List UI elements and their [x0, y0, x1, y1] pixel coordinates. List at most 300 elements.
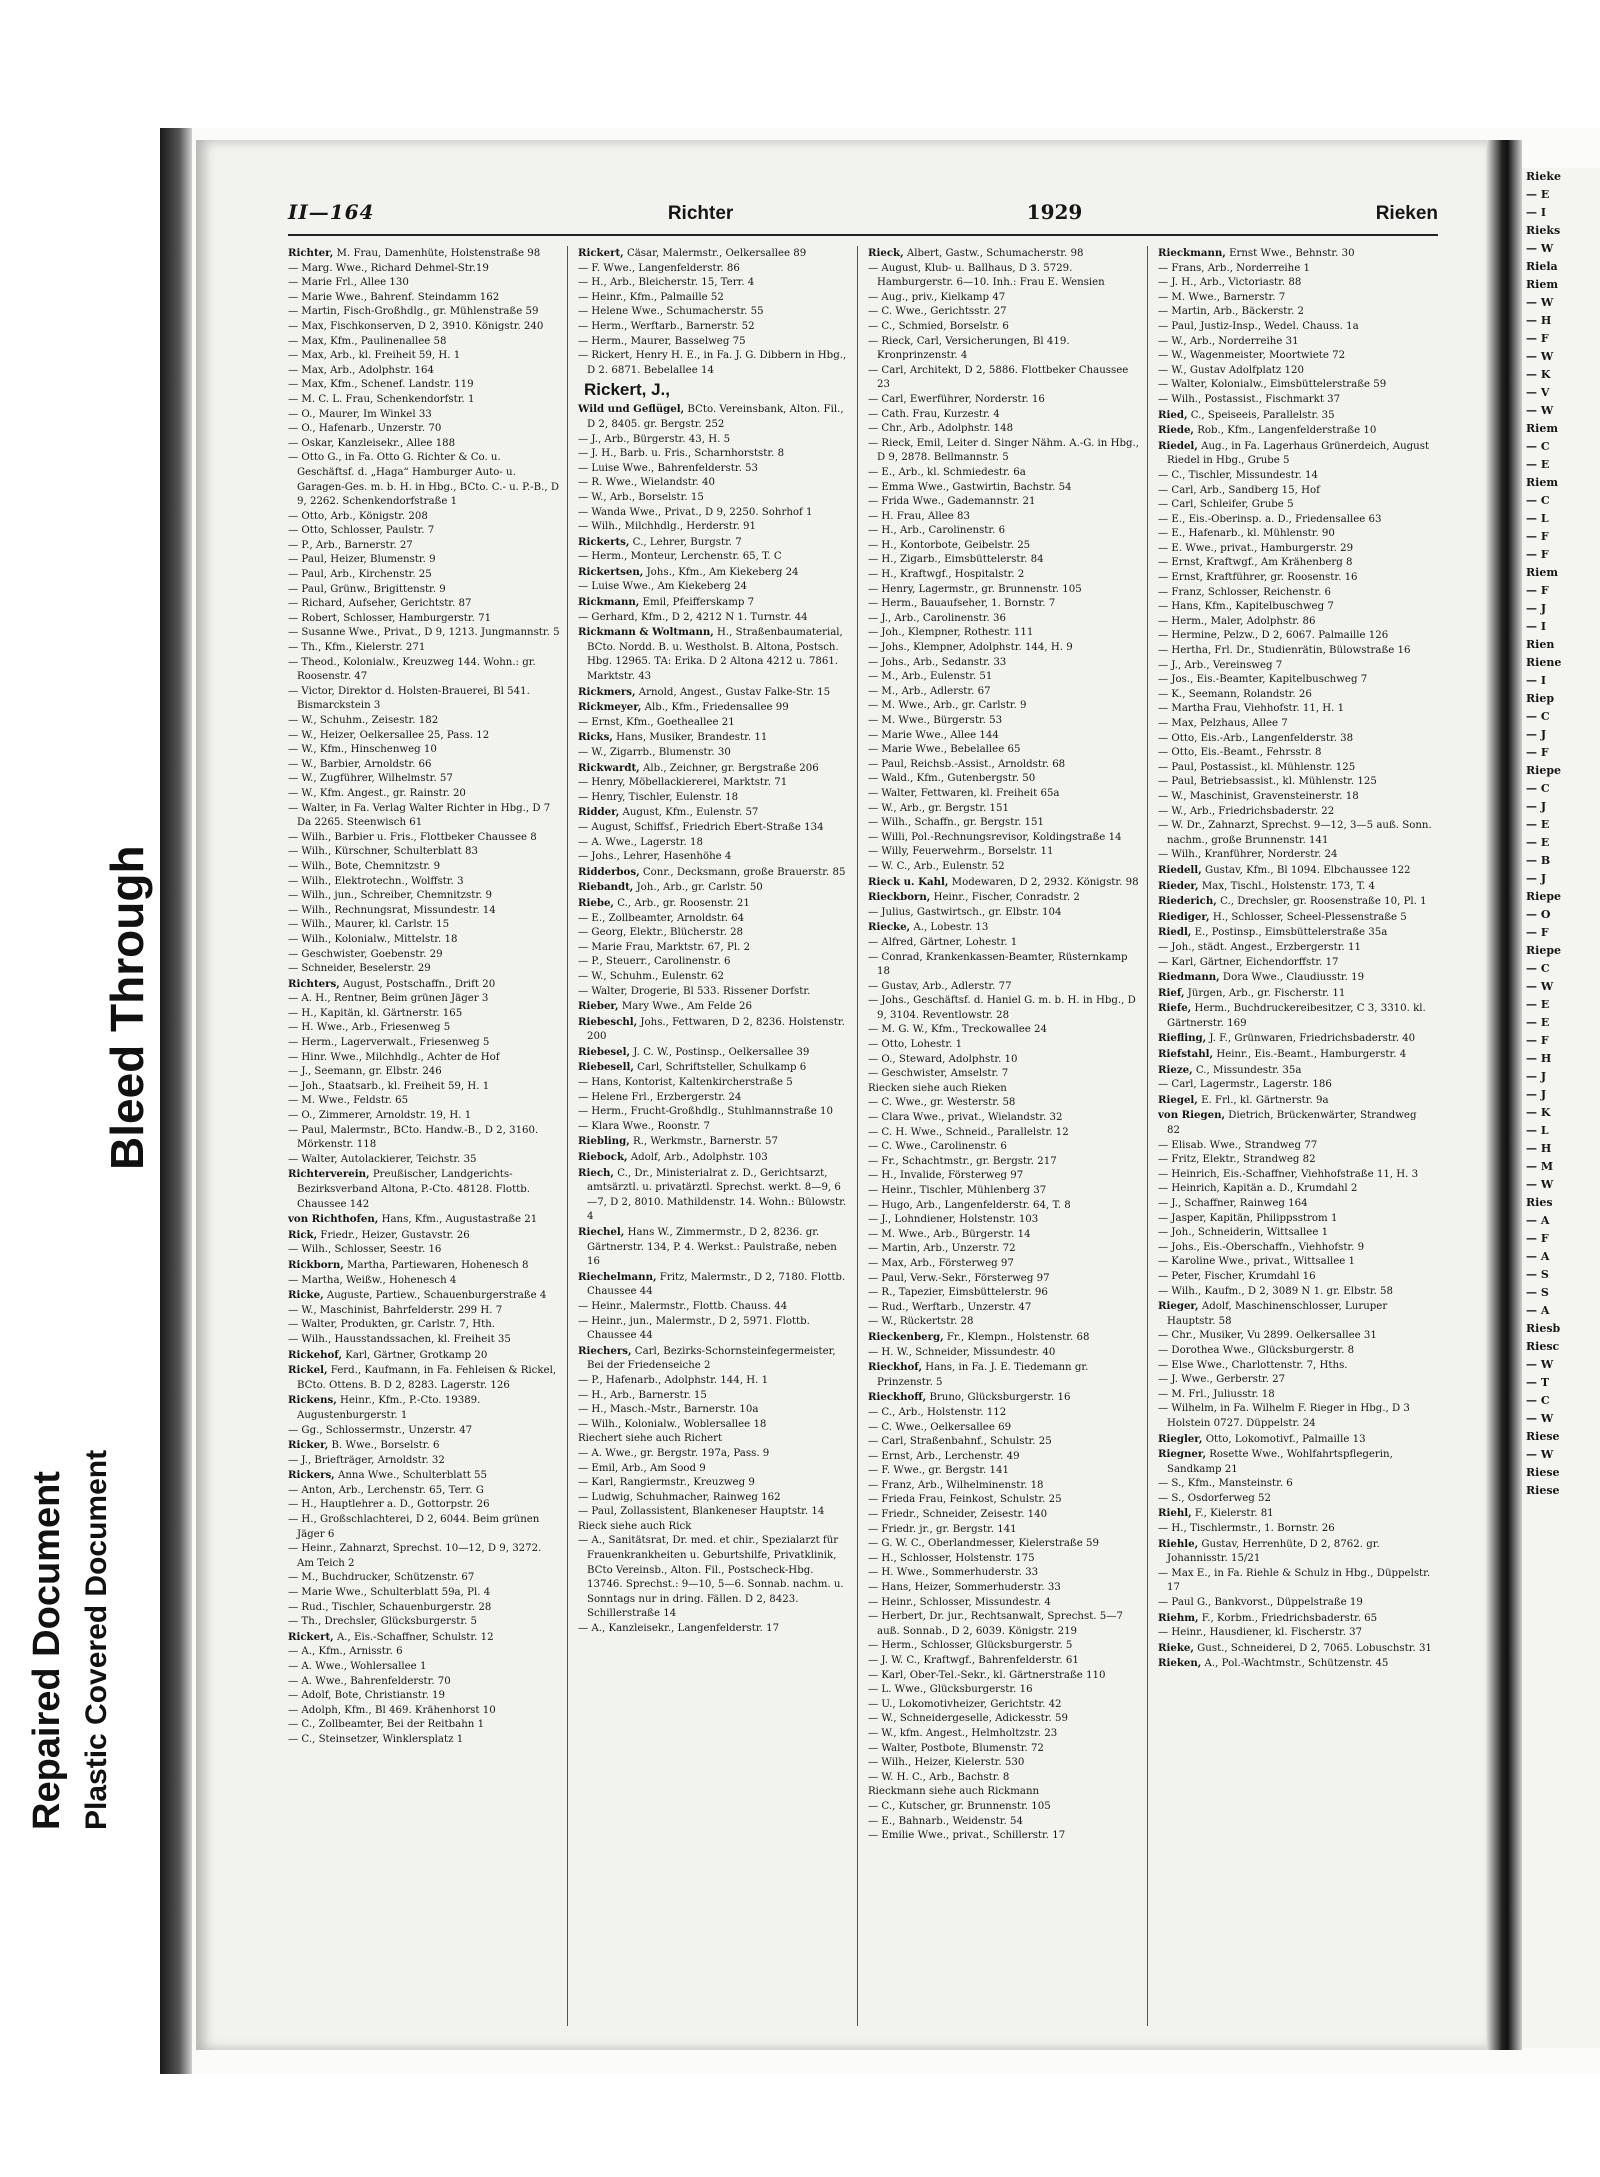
directory-entry: Rickmann & Woltmann, H., Straßenbaumaterial, BCto. Nordd. B. u. Westholst. B. Altona, Postsch. Hbg. 12965. TA: Erika. D 2 Altona 4212 u. 7861. Marktstr. 43 [578, 626, 843, 683]
directory-entry: — Richard, Aufseher, Gerichtstr. 87 [288, 598, 472, 610]
directory-entry: — Max, Kfm., Paulinenallee 58 [288, 335, 447, 347]
directory-entry: — W., kfm. Angest., Helmholtzstr. 23 [868, 1727, 1058, 1739]
directory-entry: — Henry, Lagermstr., gr. Brunnenstr. 105 [868, 583, 1082, 595]
next-page-entry-stub: — C [1526, 782, 1550, 795]
directory-entry: — Jasper, Kapitän, Philippsstrom 1 [1158, 1212, 1338, 1224]
directory-entry: Rickert, Cäsar, Malermstr., Oelkersallee 89 [578, 247, 807, 259]
next-page-entry-stub: Riene [1526, 656, 1562, 669]
directory-entry: — Paul, Betriebsassist., kl. Mühlenstr. 125 [1158, 776, 1377, 788]
directory-entry: — Wilh., Maurer, kl. Carlstr. 15 [288, 919, 450, 931]
directory-entry: — Anton, Arb., Lerchenstr. 65, Terr. G [288, 1484, 484, 1496]
directory-entry: Rieken, A., Pol.-Wachtmstr., Schützenstr. 45 [1158, 1657, 1389, 1670]
next-page-entry-stub: — A [1526, 1304, 1550, 1317]
directory-entry: — F. Wwe., gr. Bergstr. 141 [868, 1465, 1009, 1477]
directory-entry: — H. W., Schneider, Missundestr. 40 [868, 1346, 1056, 1358]
directory-entry: — Max, Arb., Adolphstr. 164 [288, 364, 434, 376]
next-page-entry-stub: Riem [1526, 278, 1558, 291]
directory-entry: — Carl, Ewerführer, Norderstr. 16 [868, 393, 1045, 405]
directory-entry: — Martha Frau, Viehhofstr. 11, H. 1 [1158, 703, 1345, 715]
next-page-entry-stub: — C [1526, 962, 1550, 975]
directory-entry: — C. Wwe., Gerichtsstr. 27 [868, 306, 1007, 318]
directory-entry: — Franz, Schlosser, Reichenstr. 6 [1158, 586, 1332, 598]
directory-entry: — Joh., Staatsarb., kl. Freiheit 59, H. 1 [288, 1080, 490, 1092]
header-year: 1929 [1026, 200, 1083, 224]
directory-entry: — Karl, Rangiermstr., Kreuzweg 9 [578, 1477, 755, 1489]
directory-entry: — Elisab. Wwe., Strandweg 77 [1158, 1139, 1318, 1151]
next-page-entry-stub: — E [1526, 458, 1550, 471]
directory-entry: — Victor, Direktor d. Holsten-Brauerei, Bl 541. Bismarckstein 3 [288, 685, 530, 712]
directory-entry: — Wilh., Bote, Chemnitzstr. 9 [288, 860, 441, 872]
directory-entry: — Else Wwe., Charlottenstr. 7, Hths. [1158, 1359, 1348, 1371]
directory-entry: — Th., Kfm., Kielerstr. 271 [288, 642, 426, 654]
directory-entry: — Karl, Gärtner, Eichendorffstr. 17 [1158, 956, 1339, 968]
directory-entry: — Carl, Straßenbahnf., Schulstr. 25 [868, 1436, 1052, 1448]
next-page-entry-stub: — E [1526, 188, 1550, 201]
directory-entry: Rickens, Heinr., Kfm., P.-Cto. 19389. Augustenburgerstr. 1 [288, 1394, 481, 1421]
directory-entry: — Heinr., Zahnarzt, Sprechst. 10—12, D 9, 3272. Am Teich 2 [288, 1543, 542, 1569]
next-page-entry-stub: Riep [1526, 692, 1555, 705]
next-page-entry-stub: Riepe [1526, 890, 1562, 903]
next-page-entry-stub: — C [1526, 440, 1550, 453]
directory-entry: Riechers, Carl, Bezirks-Schornsteinfegermeister, Bei der Friedenseiche 2 [578, 1344, 836, 1372]
directory-entry: — H., Kapitän, kl. Gärtnerstr. 165 [288, 1007, 463, 1019]
directory-entry: — Marie Wwe., Schulterblatt 59a, Pl. 4 [288, 1587, 491, 1599]
directory-entry: Rieckborn, Heinr., Fischer, Conradstr. 2 [868, 891, 1080, 904]
directory-entry: — M. Wwe., Barnerstr. 7 [1158, 291, 1286, 303]
directory-entry: Riedl, E., Postinsp., Eimsbüttelerstraße 35a [1158, 926, 1388, 939]
directory-entry: — Paul, Justiz-Insp., Wedel. Chauss. 1a [1158, 320, 1359, 332]
directory-entry: Ried, C., Speiseeis, Parallelstr. 35 [1158, 408, 1335, 421]
directory-entry: — Willy, Feuerwehrm., Borselstr. 11 [868, 846, 1054, 858]
directory-entry: — Wilh., Rechnungsrat, Missundestr. 14 [288, 904, 496, 916]
directory-entry: — Herm., Schlosser, Glücksburgerstr. 5 [868, 1640, 1073, 1652]
next-page-entry-stub: — M [1526, 1160, 1554, 1173]
directory-entry: — W., Schuhm., Zeisestr. 182 [288, 715, 439, 726]
directory-entry: — W., Zigarrb., Blumenstr. 30 [578, 747, 731, 758]
directory-entry: Rieder, Max, Tischl., Holstenstr. 173, T. 4 [1158, 879, 1376, 892]
page-number: II—164 [288, 200, 375, 224]
directory-entry: — Willi, Pol.-Rechnungsrevisor, Koldingstraße 14 [868, 831, 1122, 843]
directory-entry: — Walter, Kolonialw., Eimsbüttelerstraße 59 [1158, 379, 1387, 391]
directory-entry: — Friedr. jr., gr. Bergstr. 141 [868, 1523, 1017, 1535]
directory-entry: Riebesell, Carl, Schriftsteller, Schulkamp 6 [578, 1061, 807, 1074]
directory-entry: — W., Maschinist, Gravensteinerstr. 18 [1158, 790, 1359, 802]
directory-entry: — H., Kontorbote, Geibelstr. 25 [868, 539, 1031, 551]
directory-entry: — Max, Arb., kl. Freiheit 59, H. 1 [288, 350, 461, 362]
directory-entry: Riefling, J. F., Grünwaren, Friedrichsbaderstr. 40 [1158, 1032, 1416, 1045]
directory-entry: — J., Seemann, gr. Elbstr. 246 [288, 1066, 442, 1078]
next-page-entry-stub: — L [1526, 1124, 1549, 1137]
directory-entry: — Joh., Schneiderin, Wittsallee 1 [1158, 1227, 1329, 1239]
directory-entry: — Walter, Autolackierer, Teichstr. 35 [288, 1153, 477, 1165]
directory-entry: — Joh., Klempner, Rothestr. 111 [868, 627, 1034, 639]
next-page-entry-stub: — C [1526, 710, 1550, 723]
next-page-entry-stub: — I [1526, 674, 1546, 687]
directory-entry: — Wilh., Hausstandssachen, kl. Freiheit 35 [288, 1333, 511, 1345]
directory-entry: — Heinr., Schlosser, Missundestr. 4 [868, 1596, 1051, 1608]
next-page-entry-stub: Ries [1526, 1196, 1553, 1209]
directory-entry: — M. Frl., Juliusstr. 18 [1158, 1388, 1275, 1400]
directory-entry: — P., Arb., Barnerstr. 27 [288, 539, 413, 551]
directory-entry: — Luise Wwe., Am Kiekeberg 24 [578, 581, 747, 593]
repaired-document-label: Repaired Document [26, 1471, 68, 1830]
directory-entry: — Paul, Malermstr., BCto. Handw.-B., D 2, 3160. Mörkenstr. 118 [288, 1124, 539, 1151]
directory-entry: — E., Bahnarb., Weidenstr. 54 [868, 1815, 1023, 1827]
directory-entry: — Wilh., Schlosser, Seestr. 16 [288, 1244, 442, 1256]
directory-entry: — Emil, Arb., Am Sood 9 [578, 1462, 706, 1474]
directory-entry: — Paul, Postassist., kl. Mühlenstr. 125 [1158, 761, 1356, 773]
directory-column-2 [578, 246, 858, 2026]
next-page-entry-stub: Riesc [1526, 1340, 1560, 1353]
directory-entry: Riecken siehe auch Rieken [868, 1082, 1007, 1094]
directory-entry: — Martin, Fisch-Großhdlg., gr. Mühlenstraße 59 [288, 306, 539, 318]
directory-entry: — S., Kfm., Mansteinstr. 6 [1158, 1478, 1293, 1490]
next-page-entry-stub: — H [1526, 1142, 1552, 1155]
directory-entry: — Ernst, Kraftführer, gr. Roosenstr. 16 [1158, 572, 1358, 584]
directory-entry: — H., Hauptlehrer a. D., Gottorpstr. 26 [288, 1499, 490, 1511]
directory-entry: — Emilie Wwe., privat., Schillerstr. 17 [868, 1830, 1066, 1842]
directory-entry: — Paul, Zollassistent, Blankeneser Hauptstr. 14 [578, 1506, 825, 1518]
directory-entry: — Hermine, Pelzw., D 2, 6067. Palmaille 126 [1158, 630, 1389, 642]
next-page-entry-stub: — S [1526, 1286, 1549, 1299]
next-page-entry-stub: — W [1526, 350, 1554, 363]
directory-entry: — M., Buchdrucker, Schützenstr. 67 [288, 1572, 475, 1584]
next-page-entry-stub: — F [1526, 548, 1549, 561]
next-page-entry-stub: — O [1526, 908, 1551, 921]
directory-entry: — Heinr., Tischler, Mühlenberg 37 [868, 1185, 1047, 1196]
directory-entry: Rieger, Adolf, Maschinenschlosser, Luruper Hauptstr. 58 [1158, 1300, 1388, 1327]
directory-entry: — Helene Frl., Erzbergerstr. 24 [578, 1091, 742, 1103]
next-page-entry-stub: — I [1526, 206, 1546, 219]
directory-entry: — Chr., Arb., Adolphstr. 148 [868, 423, 1014, 435]
directory-entry: — Jos., Eis.-Beamter, Kapitelbuschweg 7 [1158, 674, 1368, 686]
directory-entry: — E., Hafenarb., kl. Mühlenstr. 90 [1158, 528, 1335, 540]
directory-entry: — Heinrich, Eis.-Schaffner, Viehhofstraße 11, H. 3 [1158, 1168, 1419, 1180]
directory-entry: — H., Zigarb., Eimsbüttelerstr. 84 [868, 554, 1044, 566]
directory-entry: — Herm., Monteur, Lerchenstr. 65, T. C [578, 551, 782, 563]
directory-entry: Rickert, A., Eis.-Schaffner, Schulstr. 12 [288, 1630, 494, 1643]
directory-entry: — W., Schneidergeselle, Adickesstr. 59 [868, 1713, 1068, 1725]
directory-entry: Riederich, C., Drechsler, gr. Roosenstraße 10, Pl. 1 [1158, 895, 1427, 908]
directory-entry: Rickehof, Karl, Gärtner, Grotkamp 20 [288, 1348, 488, 1361]
directory-entry: — Paul, Reichsb.-Assist., Arnoldstr. 68 [868, 758, 1066, 770]
directory-entry: — Theod., Kolonialw., Kreuzweg 144. Wohn.: gr. Roosenstr. 47 [288, 656, 536, 683]
directory-entry: — E., Arb., kl. Schmiedestr. 6a [868, 466, 1026, 478]
directory-entry: — Marie Wwe., Allee 144 [868, 729, 999, 741]
directory-entry: Riegler, Otto, Lokomotivf., Palmaille 13 [1158, 1432, 1366, 1445]
next-page-entry-stub: — F [1526, 1232, 1549, 1245]
directory-entry: — Hinr. Wwe., Milchhdlg., Achter de Hof [288, 1051, 500, 1063]
directory-entry: — U., Lokomotivheizer, Gerichtstr. 42 [868, 1698, 1062, 1710]
directory-entry: Ridderbos, Conr., Decksmann, große Brauerstr. 85 [578, 865, 846, 878]
directory-entry: — Herm., Werftarb., Barnerstr. 52 [578, 320, 755, 332]
directory-entry: — Rud., Tischler, Schauenburgerstr. 28 [288, 1601, 492, 1613]
directory-entry: — Hugo, Arb., Langenfelderstr. 64, T. 8 [868, 1199, 1071, 1211]
directory-entry: — M., Arb., Adlerstr. 67 [868, 685, 991, 697]
directory-entry: Rickertsen, Johs., Kfm., Am Kiekeberg 24 [578, 565, 799, 578]
directory-entry: — O., Maurer, Im Winkel 33 [288, 408, 432, 420]
directory-entry: — Paul, Grünw., Brigittenstr. 9 [288, 583, 446, 595]
directory-entry: — M. C. L. Frau, Schenkendorfstr. 1 [288, 393, 475, 405]
directory-entry: — Hertha, Frl. Dr., Studienrätin, Bülowstraße 16 [1158, 645, 1411, 657]
directory-entry: — J. H., Barb. u. Fris., Scharnhorststr. 8 [578, 448, 785, 460]
directory-entry: — W., Arb., Friedrichsbaderstr. 22 [1158, 805, 1335, 817]
directory-entry: Rickers, Anna Wwe., Schulterblatt 55 [288, 1469, 487, 1482]
directory-entry: — Max, Kfm., Schenef. Landstr. 119 [288, 379, 474, 391]
directory-entry: — Geschwister, Amselstr. 7 [868, 1068, 1009, 1080]
directory-entry: Riedell, Gustav, Kfm., Bl 1094. Elbchaussee 122 [1158, 863, 1411, 876]
directory-entry: Riehle, Gustav, Herrenhüte, D 2, 8762. gr. Johannisstr. 15/21 [1158, 1537, 1380, 1565]
directory-entry: Riebandt, Joh., Arb., gr. Carlstr. 50 [578, 881, 763, 894]
directory-entry: — Friedr., Schneider, Zeisestr. 140 [868, 1509, 1048, 1521]
directory-entry: — J. Wwe., Gerberstr. 27 [1158, 1374, 1286, 1386]
next-page-entry-stub: Riem [1526, 476, 1558, 489]
side-labels [22, 780, 162, 1860]
next-page-entry-stub: Riepe [1526, 944, 1562, 957]
directory-entry: — Wilh., Barbier u. Fris., Flottbeker Chaussee 8 [288, 831, 537, 843]
directory-entry: — H., Kraftwgf., Hospitalstr. 2 [868, 569, 1025, 581]
next-page-entry-stub: — W [1526, 1178, 1554, 1191]
directory-entry: — Clara Wwe., privat., Wielandstr. 32 [868, 1112, 1063, 1124]
directory-entry: — C. Wwe., Carolinenstr. 6 [868, 1141, 1007, 1153]
directory-entry: — Gerhard, Kfm., D 2, 4212 N 1. Turnstr. 44 [578, 611, 808, 623]
directory-entry: — Frans, Arb., Norderreihe 1 [1158, 262, 1310, 274]
directory-entry: — S., Osdorferweg 52 [1158, 1492, 1272, 1504]
directory-entry: Rickel, Ferd., Kaufmann, in Fa. Fehleisen & Rickel, BCto. Ottens. B. D 2, 8283. Lagerstr. 126 [288, 1364, 557, 1391]
directory-entry: — C., Zollbeamter, Bei der Reitbahn 1 [288, 1719, 485, 1731]
directory-entry: — A. Wwe., Bahrenfelderstr. 70 [288, 1675, 451, 1687]
directory-entry: — M. Wwe., Arb., gr. Carlstr. 9 [868, 700, 1027, 712]
page-header [288, 200, 1438, 236]
next-page-fragment [1522, 168, 1600, 2048]
directory-entry: — E., Eis.-Oberinsp. a. D., Friedensallee 63 [1158, 513, 1382, 525]
next-page-entry-stub: — J [1526, 1070, 1547, 1083]
directory-entry: — H., Arb., Bleicherstr. 15, Terr. 4 [578, 277, 755, 289]
next-page-entry-stub: — J [1526, 800, 1547, 813]
directory-entry: — M. Wwe., Bürgerstr. 53 [868, 715, 1003, 726]
directory-entry: — Aug., priv., Kielkamp 47 [868, 291, 1006, 303]
directory-entry: — C., Tischler, Missundestr. 14 [1158, 469, 1318, 481]
directory-entry: — August, Klub- u. Ballhaus, D 3. 5729. Hamburgerstr. 6—10. Inh.: Frau E. Wensien [868, 262, 1105, 289]
directory-entry: — Frieda Frau, Feinkost, Schulstr. 25 [868, 1494, 1062, 1506]
directory-entry: Riede, Rob., Kfm., Langenfelderstraße 10 [1158, 424, 1377, 437]
directory-entry: Rieck u. Kahl, Modewaren, D 2, 2932. Königstr. 98 [868, 875, 1139, 888]
directory-entry: von Riegen, Dietrich, Brückenwärter, Strandweg 82 [1158, 1109, 1417, 1137]
directory-entry: Rickmers, Arnold, Angest., Gustav Falke-Str. 15 [578, 685, 831, 698]
directory-entry: — W., Schuhm., Eulenstr. 62 [578, 970, 724, 982]
book-gutter [1486, 140, 1522, 2050]
directory-entry: Richter, M. Frau, Damenhüte, Holstenstraße 98 [288, 247, 541, 259]
directory-entry: Ridder, August, Kfm., Eulenstr. 57 [578, 806, 759, 819]
directory-entry: Ricke, Auguste, Partiew., Schauenburgerstraße 4 [288, 1289, 547, 1302]
directory-entry: — M. Wwe., Feldstr. 65 [288, 1095, 409, 1107]
directory-entry: — E. Wwe., privat., Hamburgerstr. 29 [1158, 542, 1354, 554]
directory-entry: — W. H. C., Arb., Bachstr. 8 [868, 1771, 1010, 1783]
directory-entry: — Marie Frau, Marktstr. 67, Pl. 2 [578, 941, 751, 953]
next-page-entry-stub: Riem [1526, 566, 1558, 579]
directory-entry: — Walter, in Fa. Verlag Walter Richter in Hbg., D 7 Da 2265. Steenwisch 61 [288, 802, 551, 829]
header-last-name: Rieken [1375, 203, 1438, 224]
directory-entry: — C. Wwe., Oelkersallee 69 [868, 1421, 1012, 1433]
directory-entry: — E., Zollbeamter, Arnoldstr. 64 [578, 912, 745, 924]
directory-entry: — H., Invalide, Försterweg 97 [868, 1170, 1024, 1182]
directory-entry: — Otto, Eis.-Arb., Langenfelderstr. 38 [1158, 732, 1354, 744]
next-page-entry-stub: Riela [1526, 260, 1558, 273]
directory-entry: — Conrad, Krankenkassen-Beamter, Rüsternkamp 18 [868, 951, 1128, 978]
next-page-entry-stub: — F [1526, 584, 1549, 597]
directory-entry: — August, Schiffsf., Friedrich Ebert-Straße 134 [578, 821, 824, 833]
directory-entry: — Otto, Arb., Königstr. 208 [288, 510, 428, 522]
directory-entry: — W., Arb., Norderreihe 31 [1158, 335, 1299, 347]
plastic-covered-label: Plastic Covered Document [80, 1449, 113, 1830]
next-page-entry-stub: — C [1526, 494, 1550, 507]
directory-entry: — J., Arb., Vereinsweg 7 [1158, 659, 1283, 671]
directory-entry: — J., Arb., Bürgerstr. 43, H. 5 [578, 433, 731, 445]
directory-entry: — Klara Wwe., Roonstr. 7 [578, 1120, 711, 1132]
directory-entry: — W., Arb., gr. Bergstr. 151 [868, 802, 1009, 814]
next-page-entry-stub: — E [1526, 836, 1550, 849]
next-page-entry-stub: — W [1526, 1412, 1554, 1425]
directory-entry: Riebling, R., Werkmstr., Barnerstr. 57 [578, 1135, 778, 1148]
next-page-entry-stub: — C [1526, 1394, 1550, 1407]
directory-entry: — Max, Arb., Försterweg 97 [868, 1257, 1014, 1269]
directory-entry: — A., Kfm., Arnisstr. 6 [288, 1646, 403, 1658]
directory-entry: — Julius, Gastwirtsch., gr. Elbstr. 104 [868, 906, 1062, 918]
directory-entry: — Paul, Arb., Kirchenstr. 25 [288, 569, 432, 581]
directory-entry: — Cath. Frau, Kurzestr. 4 [868, 408, 1000, 420]
directory-entry: Riecke, A., Lobestr. 13 [868, 921, 989, 934]
next-page-entry-stub: — L [1526, 512, 1549, 525]
directory-entry: — Wilh., Kaufm., D 2, 3089 N 1. gr. Elbstr. 58 [1158, 1285, 1394, 1297]
directory-entry: Riefstahl, Heinr., Eis.-Beamt., Hamburgerstr. 4 [1158, 1048, 1407, 1061]
directory-entry: — Wilh., Kürschner, Schulterblatt 83 [288, 846, 478, 858]
directory-entry: — Johs., Klempner, Adolphstr. 144, H. 9 [868, 642, 1073, 654]
next-page-entry-stub: Riese [1526, 1430, 1560, 1443]
directory-entry: — Wald., Kfm., Gutenbergstr. 50 [868, 773, 1036, 785]
directory-entry: — R., Tapezier, Eimsbüttelerstr. 96 [868, 1287, 1048, 1299]
directory-entry: — Walter, Produkten, gr. Carlstr. 7, Hth. [288, 1319, 495, 1331]
directory-entry: — Frida Wwe., Gademannstr. 21 [868, 496, 1036, 508]
directory-entry: Rieck siehe auch Rick [578, 1520, 692, 1532]
directory-entry: Rieze, C., Missundestr. 35a [1158, 1063, 1302, 1076]
directory-entry: — Wilh., Kolonialw., Mittelstr. 18 [288, 933, 458, 945]
directory-entry: — O., Hafenarb., Unzerstr. 70 [288, 423, 442, 435]
directory-entry: — C., Steinsetzer, Winklersplatz 1 [288, 1733, 464, 1745]
next-page-entry-stub: — F [1526, 1034, 1549, 1047]
directory-entry: — Karl, Ober-Tel.-Sekr., kl. Gärtnerstraße 110 [868, 1669, 1106, 1681]
directory-entry: — W., Kfm. Angest., gr. Rainstr. 20 [288, 787, 466, 799]
directory-entry: Rickmann, Emil, Pfeifferskamp 7 [578, 596, 755, 609]
directory-entry: — Max E., in Fa. Riehle & Schulz in Hbg., Düppelstr. 17 [1158, 1567, 1431, 1594]
directory-entry: — K., Seemann, Rolandstr. 26 [1158, 688, 1312, 700]
directory-entry: — Marie Wwe., Bahrenf. Steindamm 162 [288, 291, 500, 303]
header-first-name: Richter [667, 203, 734, 224]
page-edge [160, 128, 192, 2074]
directory-entry: — G. W. C., Oberlandmesser, Kielerstraße 59 [868, 1538, 1099, 1550]
directory-entry: — C., Schmied, Borselstr. 6 [868, 320, 1009, 332]
directory-entry: Riebesel, J. C. W., Postinsp., Oelkersallee 39 [578, 1045, 810, 1058]
directory-entry: — Carl, Arb., Sandberg 15, Hof [1158, 484, 1320, 496]
directory-entry: Riechel, Hans W., Zimmermstr., D 2, 8236. gr. Gärtnerstr. 134, P. 4. Werkst.: Paulstraße, neben 16 [578, 1226, 837, 1268]
directory-entry: — W., Barbier, Arnoldstr. 66 [288, 758, 432, 770]
directory-entry: — Wilh., Elektrotechn., Wolffstr. 3 [288, 875, 464, 887]
directory-entry: Rickert, J., [584, 380, 670, 400]
directory-entry: — Ernst, Arb., Lerchenstr. 49 [868, 1450, 1020, 1462]
directory-entry: — A., Sanitätsrat, Dr. med. et chir., Spezialarzt für Frauenkrankheiten u. Geburtshilfe, Privatklinik, BCto Vereinsb., Alton. Fil., Postscheck-Hbg. 13746. Sprechst.: 9—10, 5—6. Sonnab. nachm. u. Sonntags nur in dring. Fällen. D 2, 8423. Schillerstraße 14 [578, 1535, 844, 1620]
directory-entry: — Wilhelm, in Fa. Wilhelm F. Rieger in Hbg., D 3 Holstein 0727. Düppelstr. 24 [1158, 1403, 1410, 1429]
next-page-entry-stub: — T [1526, 1376, 1550, 1389]
directory-entry: — Henry, Möbellackiererei, Marktstr. 71 [578, 777, 788, 789]
next-page-entry-stub: Rieks [1526, 224, 1561, 237]
directory-entry: — Marg. Wwe., Richard Dehmel-Str.19 [288, 262, 489, 274]
directory-entry: — Johs., Eis.-Oberschaffn., Viehhofstr. 9 [1158, 1241, 1365, 1253]
directory-entry: — Walter, Fettwaren, kl. Freiheit 65a [868, 787, 1060, 799]
next-page-entry-stub: — E [1526, 1016, 1550, 1029]
next-page-entry-stub: — J [1526, 728, 1547, 741]
directory-entry: — C., Arb., Holstenstr. 112 [868, 1406, 1007, 1418]
directory-entry: — A., Kanzleisekr., Langenfelderstr. 17 [578, 1623, 780, 1635]
directory-entry: — Herm., Maurer, Basselweg 75 [578, 335, 746, 347]
next-page-entry-stub: — W [1526, 980, 1554, 993]
directory-entry: — Th., Drechsler, Glücksburgerstr. 5 [288, 1616, 478, 1628]
directory-entry: — Wilh., Schaffn., gr. Bergstr. 151 [868, 817, 1044, 829]
directory-entry: Ricks, Hans, Musiker, Brandestr. 11 [578, 731, 768, 744]
directory-entry: Riediger, H., Schlosser, Scheel-Plessenstraße 5 [1158, 910, 1407, 923]
directory-entry: Wild und Geflügel, BCto. Vereinsbank, Alton. Fil., D 2, 8405. gr. Bergstr. 252 [578, 403, 844, 430]
next-page-entry-stub: — K [1526, 368, 1551, 381]
directory-entry: — Carl, Schleifer, Grube 5 [1158, 499, 1294, 511]
next-page-entry-stub: Riese [1526, 1466, 1560, 1479]
next-page-entry-stub: Rien [1526, 638, 1555, 651]
directory-entry: — P., Hafenarb., Adolphstr. 144, H. 1 [578, 1374, 769, 1386]
next-page-entry-stub: Riesb [1526, 1322, 1561, 1335]
directory-entry: Riechert siehe auch Richert [578, 1433, 723, 1445]
directory-entry: — A. Wwe., Lagerstr. 18 [578, 836, 703, 848]
directory-entry: — J. W. C., Kraftwgf., Bahrenfelderstr. 61 [868, 1655, 1079, 1666]
directory-entry: Richters, August, Postschaffn., Drift 20 [288, 977, 496, 990]
directory-entry: — Gg., Schlossermstr., Unzerstr. 47 [288, 1424, 473, 1436]
directory-entry: — Heinr., jun., Malermstr., D 2, 5971. Flottb. Chaussee 44 [578, 1315, 810, 1342]
directory-entry: — Emma Wwe., Gastwirtin, Bachstr. 54 [868, 481, 1072, 493]
directory-entry: — Herbert, Dr. jur., Rechtsanwalt, Sprechst. 5—7 auß. Sonnab., D 2, 6039. Königstr. 219 [868, 1611, 1123, 1637]
directory-entry: — A. Wwe., Wohlersallee 1 [288, 1661, 427, 1672]
directory-entry: — R. Wwe., Wielandstr. 40 [578, 477, 716, 489]
directory-entry: — Susanne Wwe., Privat., D 9, 1213. Jungmannstr. 5 [288, 627, 560, 639]
directory-entry: — W., Wagenmeister, Moortwiete 72 [1158, 350, 1346, 362]
directory-entry: — Wilh., Heizer, Kielerstr. 530 [868, 1757, 1025, 1769]
next-page-entry-stub: — B [1526, 854, 1551, 867]
directory-entry: — Robert, Schlosser, Hamburgerstr. 71 [288, 612, 492, 624]
directory-entry: Rieckmann, Ernst Wwe., Behnstr. 30 [1158, 247, 1355, 259]
directory-entry: — Rieck, Carl, Versicherungen, Bl 419. Kronprinzenstr. 4 [868, 335, 1070, 362]
directory-entry: — A. Wwe., gr. Bergstr. 197a, Pass. 9 [578, 1447, 770, 1459]
directory-entry: Ricker, B. Wwe., Borselstr. 6 [288, 1439, 440, 1452]
directory-entry: Rieckmann siehe auch Rickmann [868, 1786, 1040, 1798]
next-page-entry-stub: Rieke [1526, 170, 1561, 183]
directory-entry: — Helene Wwe., Schumacherstr. 55 [578, 306, 764, 318]
directory-entry: — O., Steward, Adolphstr. 10 [868, 1053, 1018, 1065]
directory-entry: — Heinr., Malermstr., Flottb. Chauss. 44 [578, 1300, 788, 1312]
directory-entry: — Wilh., Kranführer, Norderstr. 24 [1158, 849, 1338, 861]
directory-entry: — H. Wwe., Sommerhuderstr. 33 [868, 1567, 1039, 1579]
directory-entry: Rieckhoff, Bruno, Glücksburgerstr. 16 [868, 1391, 1071, 1404]
bleed-through-label: Bleed Through [101, 845, 153, 1170]
directory-column-3 [868, 246, 1148, 2026]
next-page-entry-stub: — A [1526, 1250, 1550, 1263]
next-page-entry-stub: — S [1526, 1268, 1549, 1281]
directory-entry: — Dorothea Wwe., Glücksburgerstr. 8 [1158, 1344, 1355, 1356]
directory-entry: — Schneider, Beselerstr. 29 [288, 963, 431, 975]
